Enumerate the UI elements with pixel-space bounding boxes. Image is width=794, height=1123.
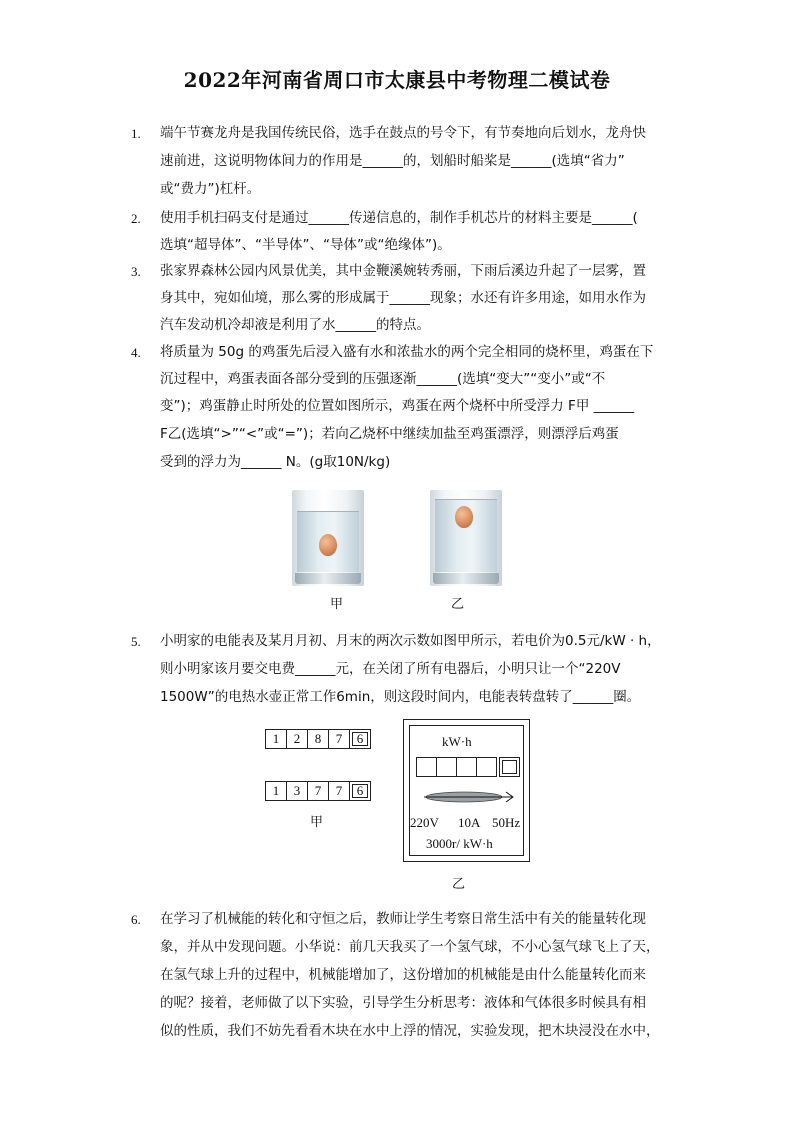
meter-digit <box>416 757 437 777</box>
question-text-line: 变”)；鸡蛋静止时所处的位置如图所示，鸡蛋在两个烧杯中所受浮力 F甲 ______ <box>160 398 635 414</box>
figure-label: 甲 <box>310 815 324 830</box>
meter-digit <box>476 757 497 777</box>
meter-voltage: 220V <box>410 815 439 830</box>
digit: 7 <box>307 781 329 801</box>
question-text-line: 使用手机扫码支付是通过______传递信息的，制作手机芯片的材料主要是______( <box>160 210 638 226</box>
question-text-line: 受到的浮力为______ N。(g取10N/kg) <box>160 454 391 470</box>
question-text-line: 1500W”的电热水壶正常工作6min，则这段时间内，电能表转盘转了______圈。 <box>160 689 641 705</box>
question-text-line: 在氢气球上升的过程中，机械能增加了，这份增加的机械能是由什么能量转化而来 <box>160 967 646 983</box>
digit: 2 <box>286 729 308 749</box>
question-text-line: 的呢？接着，老师做了以下实验，引导学生分析思考：液体和气体很多时候具有相 <box>160 995 646 1011</box>
figure-label: 甲 <box>330 597 344 612</box>
question-text-line: 象，并从中发现问题。小华说：前几天我买了一个氢气球，不小心氢气球飞上了天， <box>160 939 660 955</box>
question-text-line: 在学习了机械能的转化和守恒之后，教师让学生考察日常生活中有关的能量转化现 <box>160 911 646 927</box>
meter-current: 10A <box>458 815 481 830</box>
figure-label: 乙 <box>451 597 465 612</box>
beaker-a <box>292 490 364 586</box>
question-text-line: 则小明家该月要交电费______元，在关闭了所有电器后，小明只让一个“220V <box>160 661 621 677</box>
meter-digit <box>499 757 520 777</box>
digit: 7 <box>328 781 350 801</box>
question-text-line: 小明家的电能表及某月月初、月末的两次示数如图甲所示，若电价为0.5元/kW · h， <box>160 633 661 649</box>
question-number: 4. <box>131 345 141 360</box>
question-number: 5. <box>131 634 141 649</box>
question-text-line: 似的性质，我们不妨先看看木块在水中上浮的情况，实验发现，把木块浸没在水中， <box>160 1023 660 1039</box>
meter-digit <box>456 757 477 777</box>
question-number: 2. <box>131 211 141 226</box>
egg <box>319 534 337 556</box>
question-number: 3. <box>131 264 141 279</box>
meter-frequency: 50Hz <box>492 815 521 830</box>
question-text-line: 速前进，这说明物体间力的作用是______的，划船时船桨是______(选填“省力” <box>160 153 625 169</box>
question-text-line: 沉过程中，鸡蛋表面各部分受到的压强逐渐______(选填“变大”“变小”或“不 <box>160 371 606 387</box>
digit: 7 <box>328 729 350 749</box>
digit: 1 <box>265 781 287 801</box>
figure-label: 乙 <box>452 877 466 892</box>
question-text-line: 将质量为 50g 的鸡蛋先后浸入盛有水和浓盐水的两个完全相同的烧杯里，鸡蛋在下 <box>160 344 654 360</box>
beaker-base <box>295 573 361 584</box>
question-text-line: 端午节赛龙舟是我国传统民俗，选手在鼓点的号令下，有节奏地向后划水，龙舟快 <box>160 125 646 141</box>
question-text-line: 身其中，宛如仙境，那么雾的形成属于______现象；水还有许多用途，如用水作为 <box>160 290 646 306</box>
beaker-base <box>433 573 499 584</box>
question-text-line: F乙(选填“>”“<”或“=”)；若向乙烧杯中继续加盐至鸡蛋漂浮，则漂浮后鸡蛋 <box>160 426 619 442</box>
reading-start <box>266 729 371 749</box>
meter-unit: kW·h <box>442 734 472 749</box>
digit-decimal: 6 <box>349 729 371 749</box>
meter-digit <box>436 757 457 777</box>
page-title: 2022年河南省周口市太康县中考物理二模试卷 <box>183 68 611 92</box>
question-number: 6. <box>131 912 141 927</box>
question-text-line: 张家界森林公园内风景优美，其中金鞭溪婉转秀丽，下雨后溪边升起了一层雾，置 <box>160 263 646 279</box>
question-text-line: 汽车发动机冷却液是利用了水______的特点。 <box>160 317 430 333</box>
digit-decimal: 6 <box>349 781 371 801</box>
question-number: 1. <box>131 126 141 141</box>
meter-disc-arrow-icon <box>422 787 518 807</box>
question-text-line: 或“费力”)杠杆。 <box>160 181 261 197</box>
meter-rating: 3000r/ kW·h <box>426 836 493 851</box>
reading-end <box>266 781 371 801</box>
digit: 3 <box>286 781 308 801</box>
digit: 8 <box>307 729 329 749</box>
question-text-line: 选填“超导体”、“半导体”、“导体”或“绝缘体”)。 <box>160 237 451 253</box>
energy-meter <box>403 719 530 862</box>
egg <box>455 506 473 528</box>
digit: 1 <box>265 729 287 749</box>
beaker-b <box>430 490 502 586</box>
